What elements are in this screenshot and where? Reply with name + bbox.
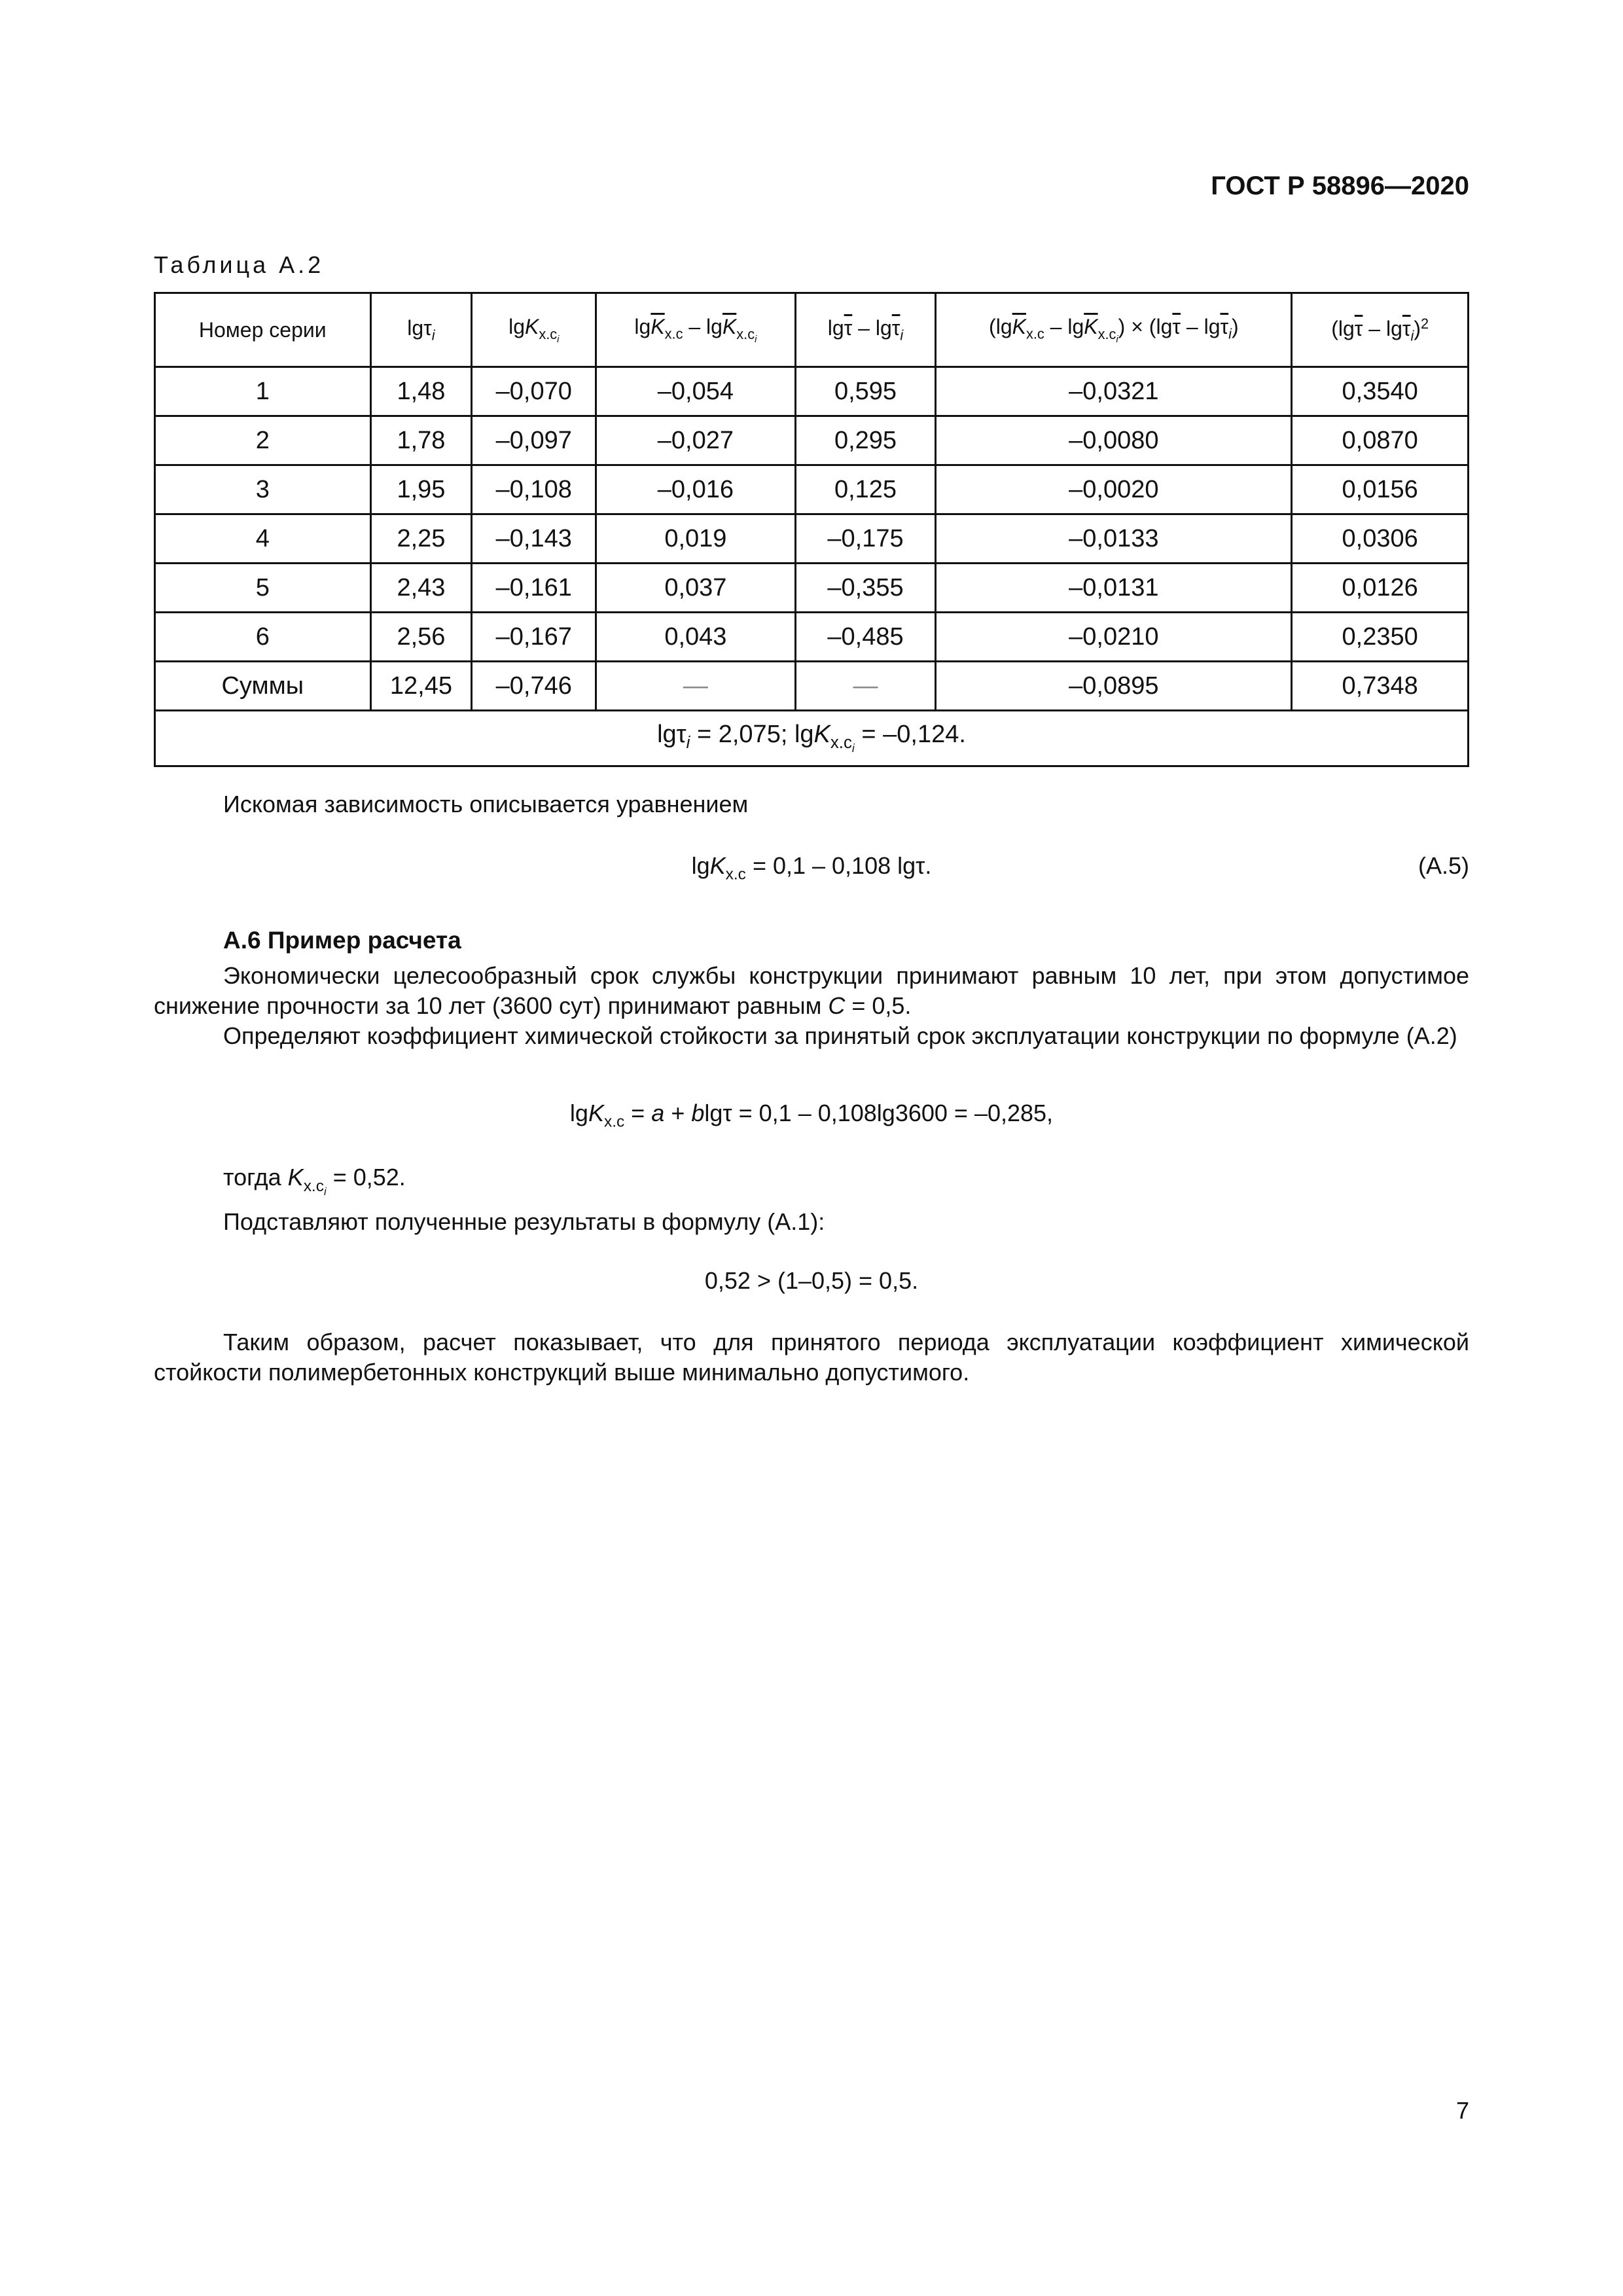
- cell: 3: [155, 465, 371, 514]
- formula-check: 0,52 > (1–0,5) = 0,5.: [704, 1267, 919, 1294]
- cell: 0,2350: [1292, 613, 1469, 662]
- table-row: [155, 564, 1469, 613]
- paragraph-service-life: Экономически целесообразный срок службы конструкции принимают равным 10 лет, при этом допустимое снижение прочности за 10 лет (3600 сут) принимают равным C = 0,5.: [154, 962, 1469, 1019]
- cell: 1,48: [370, 367, 472, 416]
- paragraph-service-life-text: Экономически целесообразный срок службы конструкции принимают равным 10 лет, при этом допустимое снижение прочности за 10 лет (3600 сут) принимают равным: [154, 962, 1469, 1019]
- then-label: тогда: [223, 1164, 281, 1191]
- cell: –0,0020: [936, 465, 1292, 514]
- cell: –0,746: [472, 662, 596, 711]
- standard-number: ГОСТ Р 58896—2020: [1211, 171, 1469, 200]
- formula-a2-rhs: = 0,1 – 0,108lg3600 = –0,285,: [738, 1100, 1054, 1126]
- mean-k-value: = –0,124.: [861, 721, 966, 749]
- section-heading: А.6 Пример расчета: [223, 927, 461, 954]
- cell: 0,0306: [1292, 514, 1469, 564]
- formula-a2-calc: lgK$_{x.c}$ = a + blgτ = 0,1 – 0,108lg3600 = –0,285,: [569, 1100, 1054, 1131]
- cell: 0,0156: [1292, 465, 1469, 514]
- cell: –0,167: [472, 613, 596, 662]
- cell: –0,0133: [936, 514, 1292, 564]
- table-footer-row: [155, 711, 1469, 766]
- data-table: [154, 292, 1469, 767]
- cell: –0,0895: [936, 662, 1292, 711]
- cell: 5: [155, 564, 371, 613]
- page-number: 7: [1455, 2097, 1469, 2124]
- header-square: $(\lg\overline{\tau} - \lg\overline{\tau}_i)^2$: [1292, 293, 1469, 367]
- cell: 0,019: [596, 514, 796, 564]
- cell: –0,070: [472, 367, 596, 416]
- table-row: [155, 465, 1469, 514]
- paragraph-substitute: Подставляют полученные результаты в формулу (А.1):: [223, 1208, 825, 1235]
- paragraph-determine-coefficient: Определяют коэффициент химической стойкости за принятый срок эксплуатации конструкции по формуле (А.2): [223, 1022, 1457, 1049]
- table-row-sums: [155, 662, 1469, 711]
- table-header-row: [155, 293, 1469, 367]
- cell: –0,108: [472, 465, 596, 514]
- table-footer-means: lgτ$_i$ = 2,075; lgK$_{x.c_i}$ = –0,124.: [155, 711, 1469, 766]
- cell: 0,037: [596, 564, 796, 613]
- header-lg-tau-diff: $\lg\overline{\tau} - \lg\overline{\tau}_i$: [795, 293, 936, 367]
- formula-a5-number: (А.5): [1418, 852, 1469, 879]
- formula-a5: lgK$_{x.c}$ = 0,1 – 0,108 lgτ.: [691, 852, 932, 884]
- cell: 12,45: [370, 662, 472, 711]
- paragraph-service-life-value: = 0,5.: [851, 992, 912, 1019]
- cell: 1,78: [370, 416, 472, 465]
- header-product: $(\lg\overline{K}_{x.c} - \lg\overline{K}_{x.c_i}) \times (\lg\overline{\tau} - \lg\overline{\tau}_i)$: [936, 293, 1292, 367]
- formula-a5-rhs: = 0,1 – 0,108 lg: [752, 852, 916, 879]
- table-row: [155, 416, 1469, 465]
- header-lg-k-i: lgK$_{x.c_i}$: [472, 293, 596, 367]
- cell: –0,485: [795, 613, 936, 662]
- cell: 2: [155, 416, 371, 465]
- cell: 0,043: [596, 613, 796, 662]
- paragraph-then: тогда $K_{x.c_i} = 0,52$.: [223, 1164, 406, 1198]
- cell: —: [596, 662, 796, 711]
- cell: –0,097: [472, 416, 596, 465]
- cell: 0,295: [795, 416, 936, 465]
- cell: –0,0210: [936, 613, 1292, 662]
- header-lg-tau-i: lgτ$_i$: [370, 293, 472, 367]
- cell: –0,175: [795, 514, 936, 564]
- cell: –0,0131: [936, 564, 1292, 613]
- header-lg-k-diff: $\lg\overline{K}_{x.c} - \lg\overline{K}_{x.c_i}$: [596, 293, 796, 367]
- cell: 0,125: [795, 465, 936, 514]
- cell: Суммы: [155, 662, 371, 711]
- cell: 1,95: [370, 465, 472, 514]
- paragraph-equation-intro: Искомая зависимость описывается уравнением: [223, 791, 749, 817]
- cell: –0,0080: [936, 416, 1292, 465]
- cell: –0,161: [472, 564, 596, 613]
- cell: –0,355: [795, 564, 936, 613]
- cell: 0,0870: [1292, 416, 1469, 465]
- cell: 0,0126: [1292, 564, 1469, 613]
- cell: 0,3540: [1292, 367, 1469, 416]
- mean-tau-value: = 2,075;: [696, 721, 788, 749]
- cell: 2,25: [370, 514, 472, 564]
- table-row: [155, 613, 1469, 662]
- then-value: = 0,52.: [332, 1164, 406, 1191]
- paragraph-conclusion: Таким образом, расчет показывает, что для принятого периода эксплуатации коэффициент химической стойкости полимербетонных конструкций выше минимально допустимого.: [154, 1329, 1469, 1386]
- cell: 0,7348: [1292, 662, 1469, 711]
- table-row: [155, 514, 1469, 564]
- cell: 4: [155, 514, 371, 564]
- cell: –0,027: [596, 416, 796, 465]
- header-series-number: Номер серии: [155, 293, 371, 367]
- table-row: [155, 367, 1469, 416]
- cell: —: [795, 662, 936, 711]
- cell: 2,56: [370, 613, 472, 662]
- cell: 1: [155, 367, 371, 416]
- cell: –0,016: [596, 465, 796, 514]
- table-caption: Таблица А.2: [154, 251, 325, 278]
- cell: 6: [155, 613, 371, 662]
- cell: –0,0321: [936, 367, 1292, 416]
- cell: 0,595: [795, 367, 936, 416]
- cell: 2,43: [370, 564, 472, 613]
- cell: –0,143: [472, 514, 596, 564]
- cell: –0,054: [596, 367, 796, 416]
